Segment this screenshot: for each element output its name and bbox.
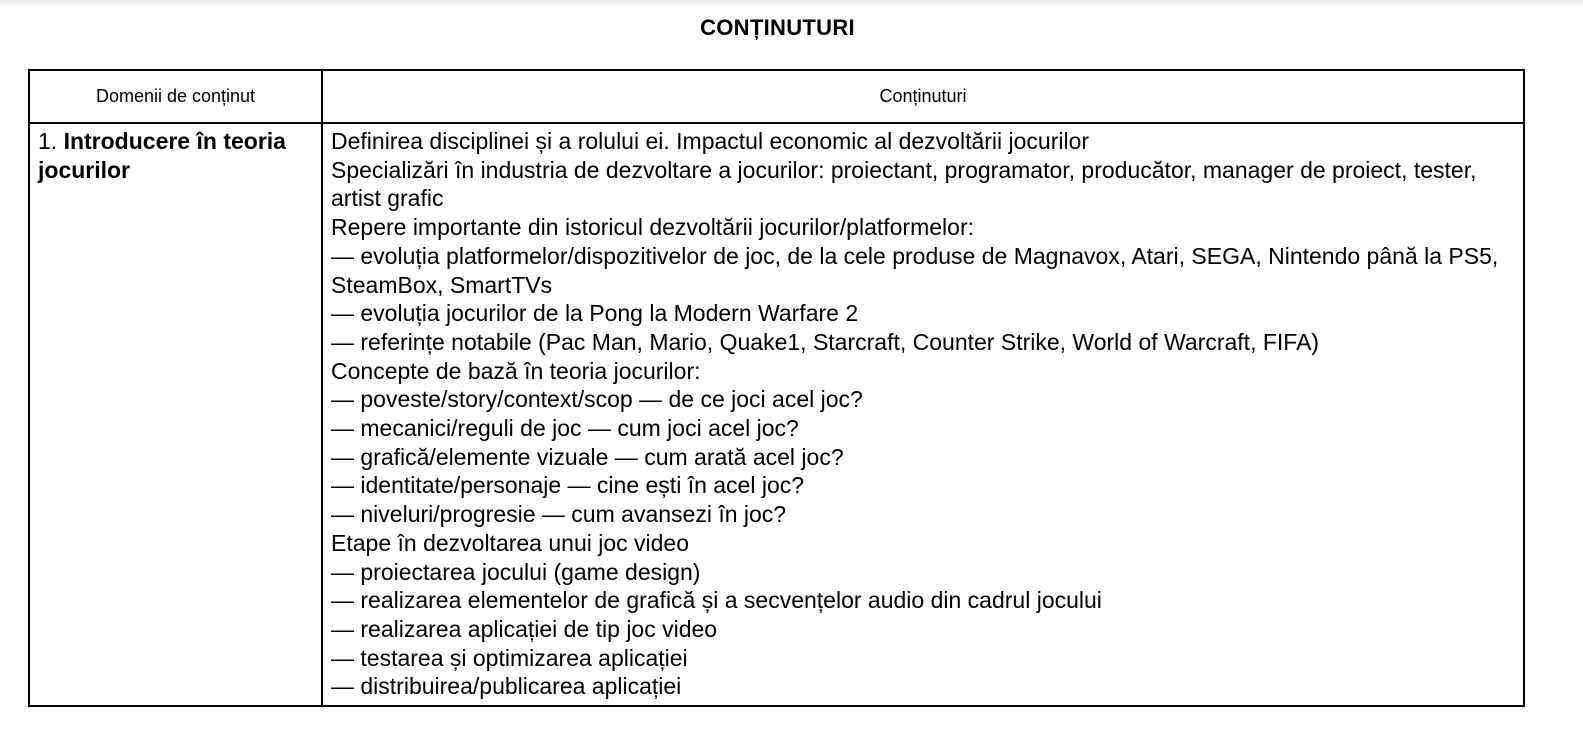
content-line: — mecanici/reguli de joc — cum joci acel joc? xyxy=(331,415,799,442)
content-line: Definirea disciplinei și a rolului ei. Impactul economic al dezvoltării jocurilor xyxy=(331,128,1090,154)
header-contents: Conținuturi xyxy=(322,70,1524,123)
content-line: — poveste/story/context/scop — de ce joci acel joc? xyxy=(331,386,863,413)
domain-title: Introducere în teoria jocurilor xyxy=(38,128,286,183)
contents-cell xyxy=(322,123,1524,706)
content-line: — realizarea aplicației de tip joc video xyxy=(331,615,718,642)
content-line: — realizarea elementelor de grafică și a secvențelor audio din cadrul jocului xyxy=(331,587,1102,614)
curriculum-table xyxy=(28,69,1525,707)
content-line: — proiectarea jocului (game design) xyxy=(331,558,701,585)
content-line: — niveluri/progresie — cum avansezi în joc? xyxy=(331,501,787,528)
content-line: — evoluția jocurilor de la Pong la Modern Warfare 2 xyxy=(331,300,859,327)
content-line: Specializări în industria de dezvoltare a jocurilor: proiectant, programator, producător, manager de proiect, tester, artist grafic xyxy=(331,156,1477,212)
domain-cell xyxy=(29,123,322,706)
content-line: Repere importante din istoricul dezvoltării jocurilor/platformelor: xyxy=(331,214,974,241)
header-domains: Domenii de conținut xyxy=(29,70,322,123)
content-line: — evoluția platformelor/dispozitivelor de joc, de la cele produse de Magnavox, Atari, SEGA, Nintendo până la PS5, SteamBox, SmartTVs xyxy=(331,242,1499,298)
content-line: Etape în dezvoltarea unui joc video xyxy=(331,529,690,556)
page-title: CONȚINUTURI xyxy=(700,15,855,40)
table-row xyxy=(29,123,1524,706)
domain-number: 1. xyxy=(38,128,58,154)
content-line: — referințe notabile (Pac Man, Mario, Quake1, Starcraft, Counter Strike, World of Warcraft, FIFA) xyxy=(331,328,1320,355)
content-line: Concepte de bază în teoria jocurilor: xyxy=(331,357,701,384)
content-line: — distribuirea/publicarea aplicației xyxy=(331,673,682,700)
viewer-top-shadow xyxy=(0,0,1583,8)
content-line: — grafică/elemente vizuale — cum arată acel joc? xyxy=(331,443,844,470)
content-line: — testarea și optimizarea aplicației xyxy=(331,644,688,671)
content-line: — identitate/personaje — cine ești în acel joc? xyxy=(331,472,805,499)
table-header-row xyxy=(29,70,1524,123)
